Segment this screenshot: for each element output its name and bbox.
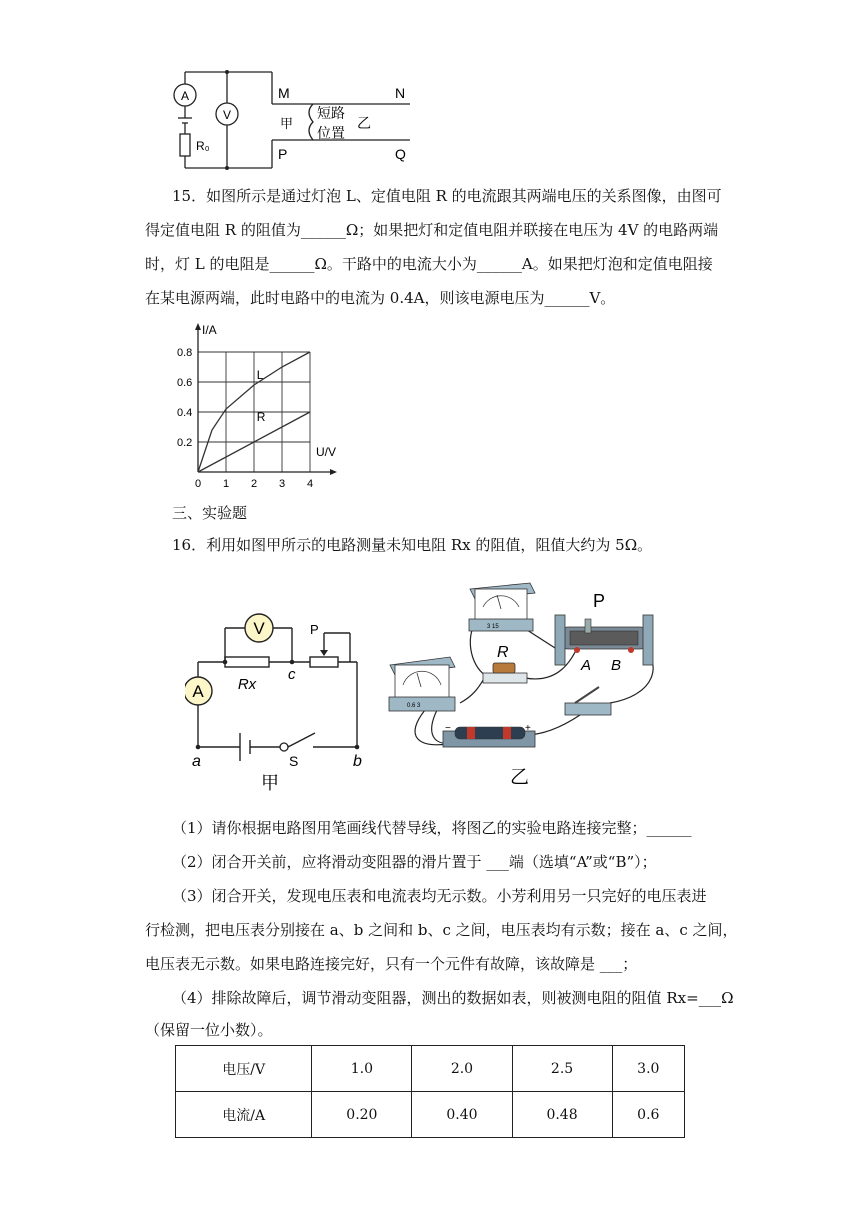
q15-line4: 在某电源两端，此时电路中的电流为 0.4A，则该电源电压为______V。	[145, 289, 616, 307]
rx-label: Rx	[237, 676, 257, 693]
table-row	[176, 1092, 685, 1138]
node-c-label: c	[288, 666, 296, 683]
ammeter-symbol: A	[192, 682, 204, 701]
r0-label: R₀	[196, 139, 210, 153]
slider-p-label: P	[310, 622, 319, 637]
q16-part4-line1: （4）排除故障后，调节滑动变阻器，测出的数据如表，则被测电阻的阻值 Rx=___Ω	[172, 989, 734, 1007]
y-axis-label: I/A	[202, 323, 217, 337]
x-tick-label: 1	[223, 478, 230, 488]
q16-part3-line3: 电压表无示数。如果电路连接完好，只有一个元件有故障，该故障是 ___；	[145, 955, 638, 973]
label-yi: 乙	[357, 115, 371, 131]
section-title: 三、实验题	[172, 504, 248, 522]
q15-line1: 15．如图所示是通过灯泡 L、定值电阻 R 的电流跟其两端电压的关系图像，由图可	[172, 187, 722, 205]
ammeter-label: A	[180, 89, 190, 103]
series-label-l: L	[256, 368, 264, 382]
battery-minus: −	[445, 723, 451, 734]
q16-intro: 16．利用如图甲所示的电路测量未知电阻 Rx 的阻值，阻值大约为 5Ω。	[172, 536, 653, 554]
table-cell: 电压/V	[176, 1046, 312, 1092]
label-m: M	[278, 85, 290, 101]
switch-device	[565, 687, 611, 715]
ammeter-scale: 0.6 3	[407, 703, 421, 709]
battery-device	[443, 723, 535, 747]
figure-yi-label: 乙	[510, 767, 530, 788]
apparatus-figure-yi	[385, 575, 675, 790]
q16-part3-line2: 行检测，把电压表分别接在 a、b 之间和 b、c 之间，电压表均有示数；接在 a、c 之间，	[145, 921, 738, 939]
y-tick-label: 0.8	[177, 347, 193, 359]
series-label-r: R	[256, 410, 266, 424]
label-q: Q	[395, 146, 406, 162]
y-tick-label: 0.2	[177, 437, 193, 449]
q15-line2: 得定值电阻 R 的阻值为______Ω；如果把灯和定值电阻并联接在电压为 4V 的电路两端	[145, 221, 719, 239]
table-cell: 电流/A	[176, 1092, 312, 1138]
label-jia: 甲	[280, 116, 294, 131]
table-cell: 0.48	[512, 1092, 612, 1138]
rheostat-p-label: P	[593, 591, 606, 611]
x-axis-arrow	[330, 469, 337, 475]
table-cell: 0.6	[612, 1092, 684, 1138]
voltmeter-device	[469, 583, 535, 631]
x-tick-label: 0	[195, 478, 202, 488]
battery-plus: +	[525, 723, 531, 734]
label-p: P	[278, 146, 288, 162]
voltmeter-symbol: V	[253, 619, 265, 638]
x-tick-label: 2	[251, 478, 258, 488]
ammeter-device	[389, 657, 455, 711]
table-cell: 2.0	[412, 1046, 512, 1092]
figure-jia-label: 甲	[261, 773, 279, 793]
q16-part2: （2）闭合开关前，应将滑动变阻器的滑片置于 ___端（选填“A”或“B”）；	[172, 853, 657, 871]
table-cell: 0.40	[412, 1092, 512, 1138]
label-n: N	[395, 85, 406, 101]
switch-s-label: S	[289, 753, 299, 769]
x-tick-label: 4	[307, 478, 314, 488]
q16-part4-line2: （保留一位小数）。	[145, 1021, 273, 1039]
rheostat-b-label: B	[611, 657, 622, 674]
y-tick-label: 0.4	[177, 407, 193, 419]
table-cell: 2.5	[512, 1046, 612, 1092]
node-a-label: a	[192, 753, 201, 770]
table-cell: 1.0	[312, 1046, 412, 1092]
iu-chart	[165, 318, 365, 488]
x-axis-label: U/V	[316, 445, 337, 459]
measurement-table	[175, 1045, 685, 1138]
x-tick-label: 3	[279, 478, 286, 488]
resistor-r-device	[483, 644, 527, 683]
q16-part3-line1: （3）闭合开关，发现电压表和电流表均无示数。小芳利用另一只完好的电压表进	[172, 887, 707, 905]
label-short1: 短路	[317, 105, 345, 121]
voltmeter-scale: 3 15	[487, 624, 499, 630]
table-row	[176, 1046, 685, 1092]
y-tick-label: 0.6	[177, 377, 193, 389]
table-cell: 3.0	[612, 1046, 684, 1092]
label-short2: 位置	[317, 125, 345, 141]
resistor-r-label: R	[497, 644, 509, 661]
short-circuit-figure	[165, 60, 425, 175]
q15-line3: 时，灯 L 的电阻是______Ω。干路中的电流大小为______A。如果把灯泡和定值电阻接	[145, 255, 713, 273]
voltmeter-label: V	[222, 108, 232, 122]
y-axis-arrow	[195, 323, 201, 330]
node-b-label: b	[353, 753, 362, 770]
q16-part1: （1）请你根据电路图用笔画线代替导线，将图乙的实验电路连接完整；______	[172, 819, 692, 837]
circuit-diagram-jia	[185, 605, 375, 795]
table-cell: 0.20	[312, 1092, 412, 1138]
rheostat-a-label: A	[581, 657, 592, 674]
